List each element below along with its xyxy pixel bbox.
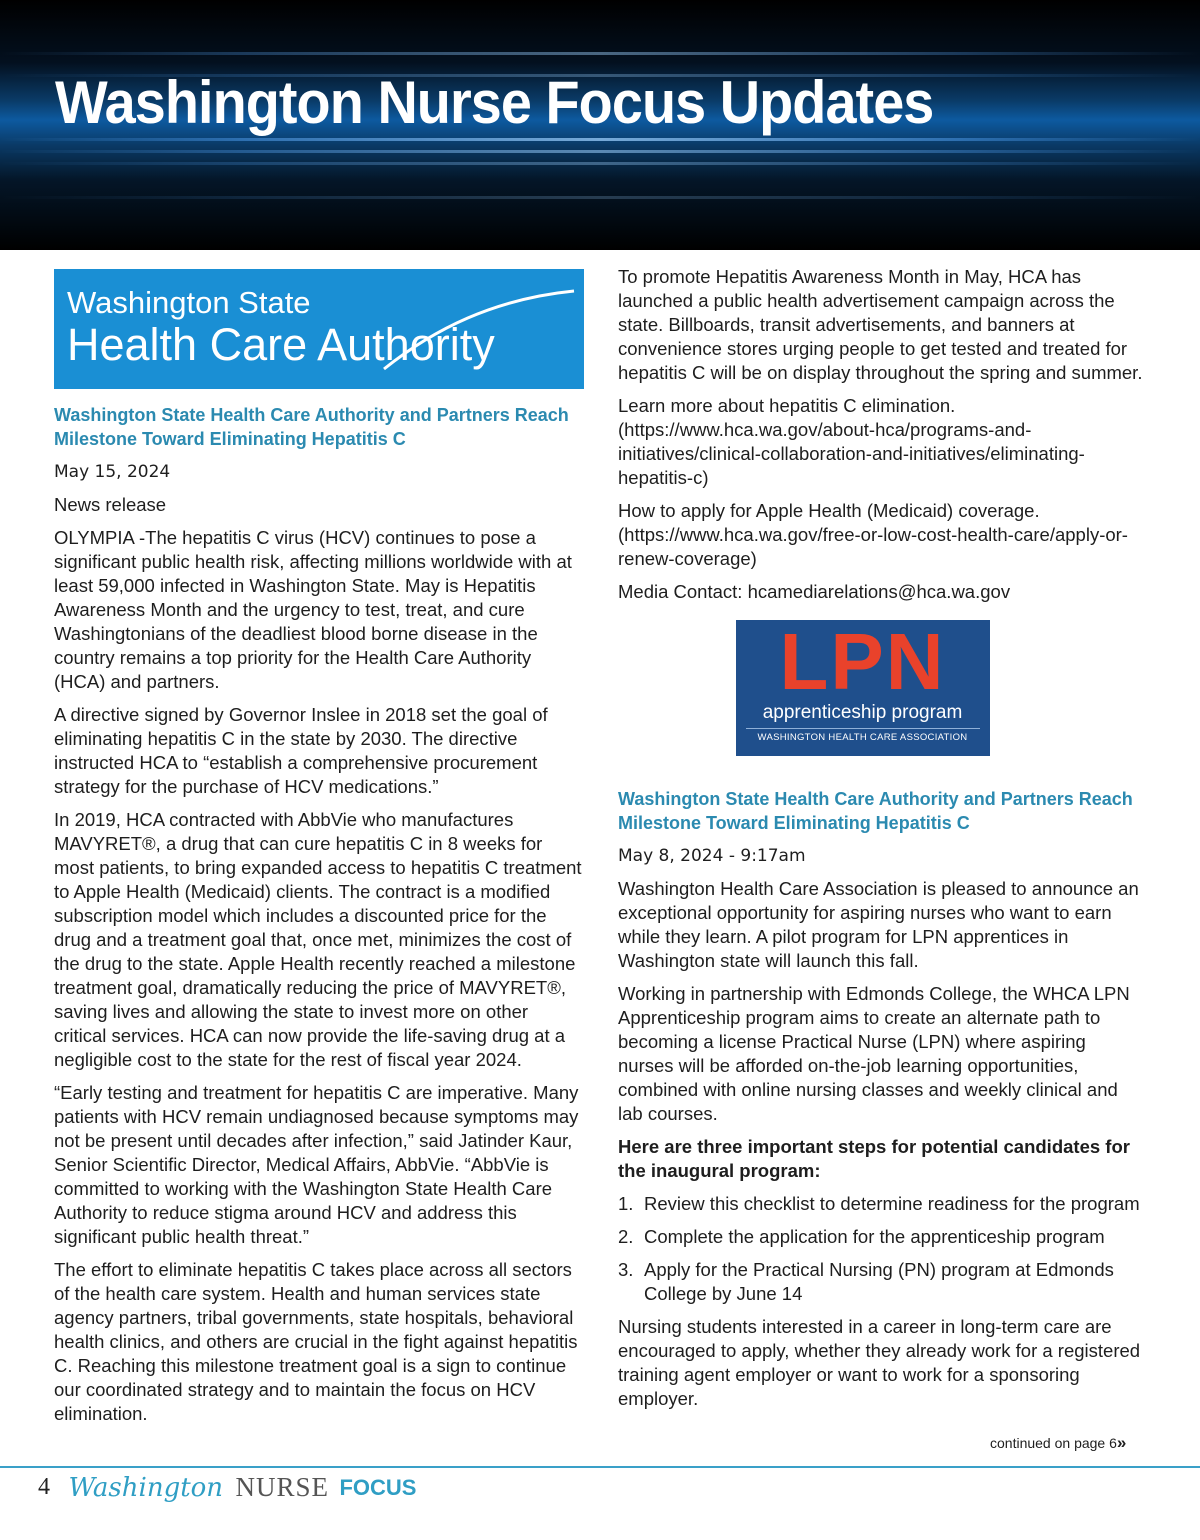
list-item-text: Apply for the Practical Nursing (PN) program at Edmonds College by June 14 <box>644 1259 1114 1304</box>
list-item-number: 2. <box>618 1226 634 1247</box>
article-paragraph: Working in partnership with Edmonds College, the WHCA LPN Apprenticeship program aims to create an alternate path to becoming a license Practical Nurse (LPN) where aspiring nurses will be afforded on-the-job learning opportunities, combined with online nursing classes and weekly clinical and lab courses. <box>618 983 1130 1124</box>
page-number: 4 <box>38 1474 50 1500</box>
article-type: News release <box>54 494 167 515</box>
magazine-logo-nurse: NURSE <box>235 1472 330 1502</box>
lpn-logo-wrap <box>618 617 1143 761</box>
lpn-logo-subtitle: apprenticeship program <box>762 702 963 723</box>
article-headline: Washington State Health Care Authority and Partners Reach Milestone Toward Eliminating Hepatitis C <box>54 405 569 449</box>
article-paragraph: In 2019, HCA contracted with AbbVie who manufactures MAVYRET®, a drug that can cure hepatitis C in 8 weeks for most patients, to bring expanded access to hepatitis C treatment to Apple Health (Medicaid) clients. The contract is a modified subscription model which includes a discounted price for the drug and a treatment goal that, once met, minimizes the cost of the drug to the state. Apple Health recently reached a milestone treatment goal, dramatically reducing the price of MAVYRET®, saving lives and allowing the state to invest more on other critical services. HCA can now provide the life-saving drug at a negligible cost to the state for the rest of fiscal year 2024. <box>54 809 582 1070</box>
footer <box>38 1472 416 1512</box>
header-banner <box>0 0 1200 250</box>
double-chevron-right-icon: » <box>1116 1433 1127 1452</box>
left-column <box>54 265 584 1435</box>
hca-logo <box>54 269 584 389</box>
list-item-text: Review this checklist to determine readiness for the program <box>644 1193 1140 1214</box>
list-item <box>618 1258 1143 1306</box>
article-paragraph: The effort to eliminate hepatitis C takes place across all sectors of the health care system. Health and human services state agency partners, tribal governments, state hospitals, behavioral health clinics, and others are crucial in the fight against hepatitis C. Reaching this milestone treatment goal is a sign to continue our coordinated strategy and to maintain the focus on HCV elimination. <box>54 1259 578 1424</box>
steps-list <box>618 1192 1143 1306</box>
article-paragraph: “Early testing and treatment for hepatitis C are imperative. Many patients with HCV remain undiagnosed because symptoms may not be present until decades after infection,” said Jatinder Kaur, Senior Scientific Director, Medical Affairs, AbbVie. “AbbVie is committed to working with the Washington State Health Care Authority to reduce stigma around HCV and address this significant public health threat.” <box>54 1082 579 1247</box>
apple-health-link-text[interactable]: How to apply for Apple Health (Medicaid) coverage. (https://www.hca.wa.gov/free-or-low-cost-health-care/apply-or-renew-coverage) <box>618 500 1128 569</box>
footer-divider <box>0 1466 1200 1468</box>
hca-logo-line2: Health Care Authority <box>67 319 495 370</box>
banner-streak <box>0 150 1200 153</box>
banner-streak <box>0 138 1200 141</box>
article-paragraph: To promote Hepatitis Awareness Month in May, HCA has launched a public health advertisement campaign across the state. Billboards, transit advertisements, and banners at convenience stores urging people to get tested and treated for hepatitis C will be on display throughout the spring and summer. <box>618 266 1143 383</box>
list-item-text: Complete the application for the apprenticeship program <box>644 1226 1105 1247</box>
continued-text: continued on page 6 <box>990 1435 1117 1451</box>
article-headline: Washington State Health Care Authority and Partners Reach Milestone Toward Eliminating Hepatitis C <box>618 789 1133 833</box>
banner-streak <box>0 196 1200 199</box>
media-contact[interactable]: Media Contact: hcamediarelations@hca.wa.gov <box>618 581 1011 602</box>
magazine-logo-washington: Washington <box>68 1472 224 1503</box>
hca-logo-line1: Washington State <box>67 285 311 320</box>
article-paragraph: A directive signed by Governor Inslee in 2018 set the goal of eliminating hepatitis C in the state by 2030. The directive instructed HCA to “establish a comprehensive procurement strategy for the purchase of HCV medications.” <box>54 704 548 797</box>
list-item-number: 1. <box>618 1193 634 1214</box>
lpn-logo-divider <box>746 728 980 729</box>
lpn-logo <box>736 617 990 756</box>
article-date: May 15, 2024 <box>54 462 171 482</box>
right-column <box>618 265 1143 1420</box>
banner-streak <box>0 162 1200 165</box>
banner-streak <box>0 52 1200 55</box>
list-item <box>618 1192 1143 1216</box>
lpn-logo-association: WASHINGTON HEALTH CARE ASSOCIATION <box>757 732 968 743</box>
lpn-logo-text: LPN <box>779 617 946 706</box>
magazine-logo-focus: FOCUS <box>339 1474 417 1500</box>
hepatitis-link-text[interactable]: Learn more about hepatitis C elimination. (https://www.hca.wa.gov/about-hca/programs-and-initiatives/clinical-collaboration-and-initiatives/eliminating-hepatitis-c) <box>618 395 1085 488</box>
list-item-number: 3. <box>618 1259 634 1280</box>
page-title: Washington Nurse Focus Updates <box>55 69 934 136</box>
article-paragraph: Nursing students interested in a career in long-term care are encouraged to apply, whether they already work for a registered training agent employer or want to work for a sponsoring employer. <box>618 1316 1141 1409</box>
article-paragraph: Washington Health Care Association is pleased to announce an exceptional opportunity for aspiring nurses who want to earn while they learn. A pilot program for LPN apprentices in Washington state will launch this fall. <box>618 878 1139 971</box>
list-item <box>618 1225 1143 1249</box>
steps-heading: Here are three important steps for potential candidates for the inaugural program: <box>618 1136 1130 1181</box>
article-date: May 8, 2024 - 9:17am <box>618 846 806 866</box>
hca-logo-swoosh-icon <box>54 269 584 389</box>
article-paragraph: OLYMPIA -The hepatitis C virus (HCV) continues to pose a significant public health risk, affecting millions worldwide with at least 59,000 infected in Washington State. May is Hepatitis Awareness Month and the urgency to test, treat, and cure Washingtonians of the deadliest blood borne disease in the country remains a top priority for the Health Care Authority (HCA) and partners. <box>54 527 572 692</box>
continued-note[interactable] <box>990 1433 1126 1453</box>
